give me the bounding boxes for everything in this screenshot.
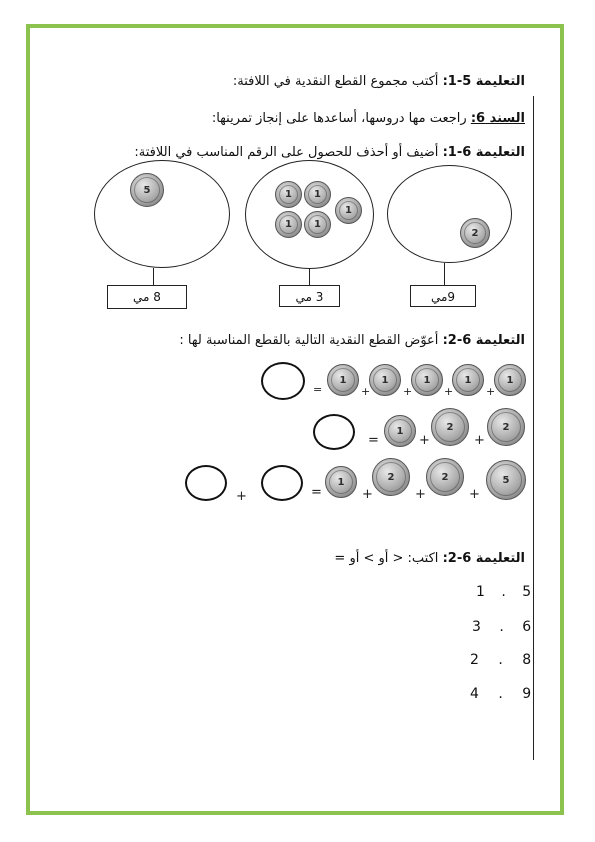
margin-line xyxy=(533,96,534,760)
coin-2: 2 xyxy=(426,458,464,496)
plus-sign: + xyxy=(444,385,454,398)
comparison-left: 9 xyxy=(522,686,532,702)
coin-5: 5 xyxy=(486,460,526,500)
value-sign-right: 9مي xyxy=(410,285,476,307)
equals-sign: = xyxy=(313,383,323,396)
coin-2: 2 xyxy=(487,408,525,446)
plus-sign: + xyxy=(419,433,430,448)
coin-5: 5 xyxy=(130,173,164,207)
comparison-row xyxy=(470,686,531,702)
plus-sign: + xyxy=(361,385,371,398)
plus-sign: + xyxy=(403,385,413,398)
coin-1: 1 xyxy=(494,364,526,396)
plus-sign: + xyxy=(474,433,485,448)
instruction-label: التعليمة 6-1: xyxy=(442,145,525,160)
instruction-6-1 xyxy=(134,145,525,160)
coin-1: 1 xyxy=(304,211,331,238)
comparison-blank[interactable]: . xyxy=(498,652,503,668)
answer-circle[interactable] xyxy=(185,465,227,501)
coin-2: 2 xyxy=(460,218,490,248)
answer-circle[interactable] xyxy=(261,465,303,501)
comparison-row xyxy=(472,619,531,635)
sign-stem xyxy=(153,268,154,285)
plus-sign: + xyxy=(469,487,480,502)
plus-sign: + xyxy=(486,385,496,398)
coin-oval-right xyxy=(387,165,512,263)
comparison-left: 5 xyxy=(522,584,532,600)
plus-sign: + xyxy=(236,489,247,504)
coin-1: 1 xyxy=(275,181,302,208)
support-6 xyxy=(212,111,525,126)
coin-2: 2 xyxy=(431,408,469,446)
coin-1: 1 xyxy=(335,197,362,224)
instruction-6-2-compare xyxy=(334,551,525,566)
answer-circle[interactable] xyxy=(313,414,355,450)
comparison-right: 4 xyxy=(470,686,479,702)
coin-2: 2 xyxy=(372,458,410,496)
comparison-right: 3 xyxy=(472,619,481,635)
coin-1: 1 xyxy=(325,466,357,498)
answer-circle[interactable] xyxy=(261,362,305,400)
comparison-row xyxy=(476,584,531,600)
comparison-right: 1 xyxy=(476,584,485,600)
comparison-right: 2 xyxy=(470,652,479,668)
sign-stem xyxy=(309,269,310,285)
equals-sign: = xyxy=(368,433,379,448)
instruction-label: التعليمة 6-2: xyxy=(442,333,525,348)
support-label: السند 6: xyxy=(470,111,525,126)
coin-1: 1 xyxy=(327,364,359,396)
instruction-text: أعوّض القطع النقدية التالية بالقطع المناسبة لها : xyxy=(179,333,439,348)
plus-sign: + xyxy=(362,487,373,502)
comparison-left: 8 xyxy=(522,652,532,668)
coin-1: 1 xyxy=(411,364,443,396)
coin-1: 1 xyxy=(452,364,484,396)
comparison-blank[interactable]: . xyxy=(498,686,503,702)
comparison-row xyxy=(470,652,531,668)
coin-oval-left xyxy=(94,160,230,268)
sign-stem xyxy=(444,263,445,285)
instruction-label: التعليمة 5-1: xyxy=(442,74,525,89)
plus-sign: + xyxy=(415,487,426,502)
equals-sign: = xyxy=(311,485,322,500)
coin-1: 1 xyxy=(304,181,331,208)
instruction-6-2-exchange xyxy=(179,333,525,348)
coin-1: 1 xyxy=(275,211,302,238)
comparison-blank[interactable]: . xyxy=(499,619,504,635)
instruction-5-1 xyxy=(233,74,525,89)
comparison-blank[interactable]: . xyxy=(501,584,506,600)
value-sign-left: 8 مي xyxy=(107,285,187,309)
support-text: راجعت مها دروسها، أساعدها على إنجاز تمرينها: xyxy=(211,111,467,126)
comparison-left: 6 xyxy=(522,619,532,635)
coin-1: 1 xyxy=(384,415,416,447)
instruction-label: التعليمة 6-2: xyxy=(442,551,525,566)
instruction-text: أكتب مجموع القطع النقدية في اللافتة: xyxy=(232,74,439,89)
instruction-text: أضيف أو أحذف للحصول على الرقم المناسب في اللافتة: xyxy=(134,145,439,160)
coin-1: 1 xyxy=(369,364,401,396)
instruction-text: اكتب: < أو > أو = xyxy=(334,551,439,566)
value-sign-middle: 3 مي xyxy=(279,285,340,307)
